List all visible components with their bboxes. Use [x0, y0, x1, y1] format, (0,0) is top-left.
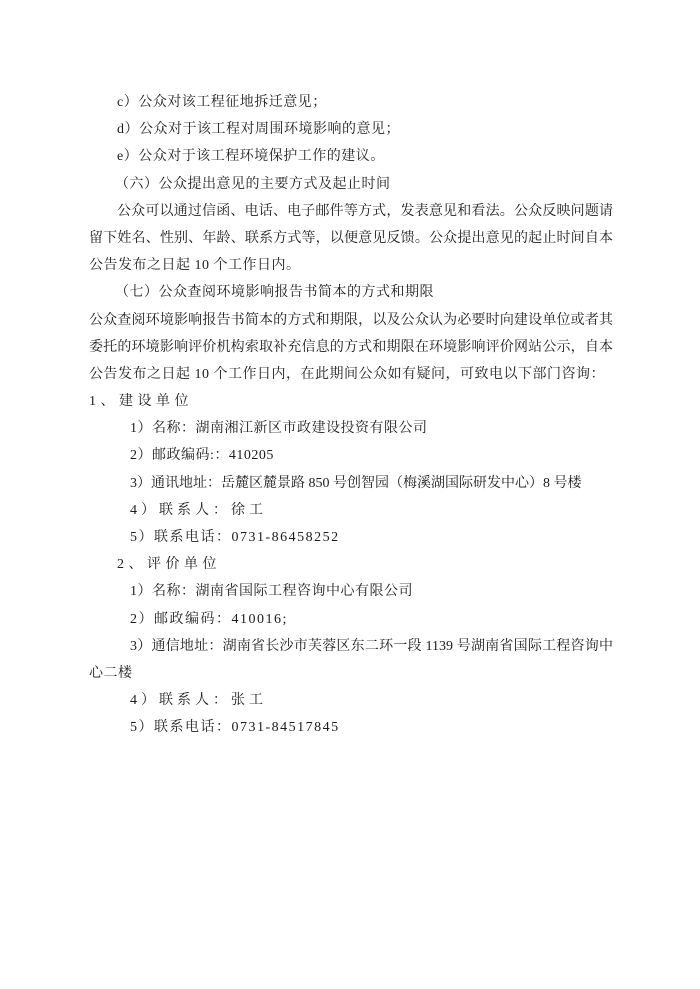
document-line: 4）联系人：张工 — [130, 693, 267, 709]
document-line: （七）公众查阅环境影响报告书简本的方式和期限 — [115, 285, 434, 301]
document-line: 5）联系电话：0731-86458252 — [130, 530, 340, 545]
document-line: c）公众对该工程征地拆迁意见； — [117, 95, 327, 110]
document-line: 1）名称：湖南省国际工程咨询中心有限公司 — [130, 584, 413, 600]
document-line: 1）名称：湖南湘江新区市政建设投资有限公司 — [130, 421, 428, 437]
document-line: 公众可以通过信函、电话、电子邮件等方式，发表意见和看法。公众反映问题请 — [117, 203, 613, 219]
document-line: 1、建设单位 — [89, 394, 193, 410]
document-line: 3）通信地址：湖南省长沙市芙蓉区东二环一段 1139 号湖南省国际工程咨询中 — [130, 638, 613, 654]
document-line: e）公众对于该工程环境保护工作的建议。 — [117, 149, 385, 165]
document-line: 心二楼 — [89, 665, 133, 681]
document-line: 留下姓名、性别、年龄、联系方式等，以便意见反馈。公众提出意见的起止时间自本 — [89, 230, 613, 246]
document-line: 2）邮政编码:：410205 — [130, 448, 274, 464]
document-line: 公众查阅环境影响报告书简本的方式和期限，以及公众认为必要时向建设单位或者其 — [89, 312, 613, 328]
document-line: 2）邮政编码：410016; — [130, 611, 288, 627]
document-content — [89, 89, 613, 742]
document-line: 公告发布之日起 10 个工作日内，在此期间公众如有疑问，可致电以下部门咨询： — [89, 366, 605, 382]
document-line: 公告发布之日起 10 个工作日内。 — [89, 258, 301, 274]
document-line: 5）联系电话：0731-84517845 — [130, 720, 340, 736]
document-line: d）公众对于该工程对周围环境影响的意见； — [117, 122, 400, 138]
document-line: 4）联系人：徐工 — [130, 502, 267, 518]
document-line: 2、评价单位 — [117, 557, 221, 573]
document-line: 3）通讯地址：岳麓区麓景路 850 号创智园（梅溪湖国际研发中心）8 号楼 — [130, 475, 582, 491]
document-line: 委托的环境影响评价机构索取补充信息的方式和期限在环境影响评价网站公示，自本 — [89, 339, 613, 355]
document-line: （六）公众提出意见的主要方式及起止时间 — [115, 176, 391, 192]
